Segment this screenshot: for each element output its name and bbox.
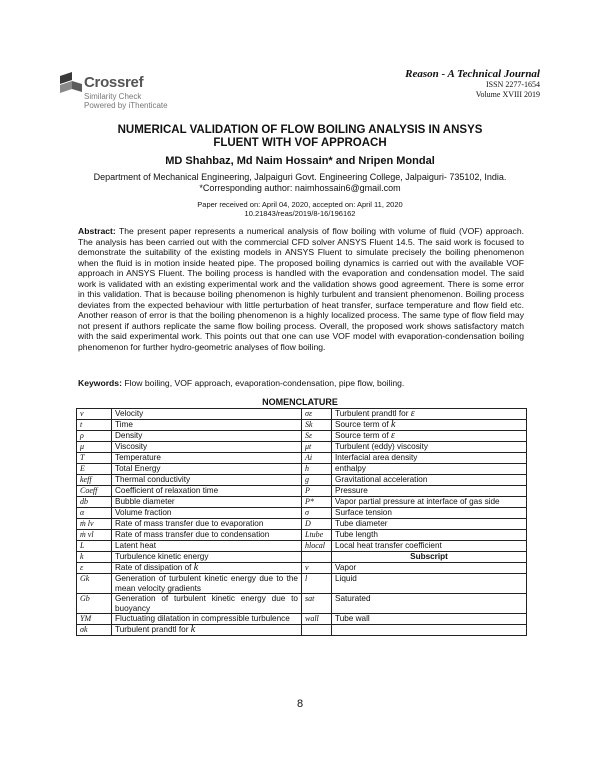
symbol-cell: sat (302, 594, 332, 614)
description-cell: Local heat transfer coefficient (332, 541, 527, 552)
description-cell: Vapor partial pressure at interface of gas side (332, 497, 527, 508)
table-row (77, 594, 527, 614)
symbol-cell: P* (302, 497, 332, 508)
journal-issn: ISSN 2277-1654 (485, 80, 540, 89)
symbol-cell: D (302, 519, 332, 530)
symbol-cell: keff (77, 475, 112, 486)
table-row (77, 563, 527, 574)
logo-word: Crossref (84, 74, 144, 91)
description-cell: Density (112, 431, 302, 442)
description-cell: Saturated (332, 594, 527, 614)
description-cell: Tube diameter (332, 519, 527, 530)
symbol-cell: σ (302, 508, 332, 519)
logo-subtitle: Similarity Check Powered by iThenticate (84, 92, 168, 110)
abstract-label: Abstract: (78, 226, 116, 236)
keywords-label: Keywords: (78, 378, 122, 388)
symbol-cell: t (77, 420, 112, 431)
symbol-cell: Gk (77, 574, 112, 594)
description-cell: Latent heat (112, 541, 302, 552)
keywords-text: Flow boiling, VOF approach, evaporation-condensation, pipe flow, boiling. (121, 378, 405, 388)
paper-authors: MD Shahbaz, Md Naim Hossain* and Nripen Mondal (165, 155, 435, 167)
description-cell: Vapor (332, 563, 527, 574)
abstract (78, 226, 524, 352)
table-row (77, 614, 527, 625)
table-row (77, 486, 527, 497)
table-row (77, 409, 527, 420)
crossref-logo (60, 70, 180, 110)
table-row (77, 508, 527, 519)
corresponding-author: *Corresponding author: naimhossain6@gmail.com (199, 183, 401, 193)
description-cell (332, 625, 527, 636)
table-row (77, 464, 527, 475)
received-info: Paper received on: April 04, 2020, accepted on: April 11, 2020 10.21843/reas/2019/8-16/196162 (0, 200, 600, 218)
description-cell: Total Energy (112, 464, 302, 475)
description-cell: Tube wall (332, 614, 527, 625)
description-cell: Volume fraction (112, 508, 302, 519)
description-cell: Velocity (112, 409, 302, 420)
journal-info (405, 68, 540, 100)
description-cell: Fluctuating dilatation in compressible turbulence (112, 614, 302, 625)
description-cell: Bubble diameter (112, 497, 302, 508)
table-row (77, 431, 527, 442)
symbol-cell: μt (302, 442, 332, 453)
table-row (77, 530, 527, 541)
symbol-cell: T (77, 453, 112, 464)
symbol-cell: ṁ vl (77, 530, 112, 541)
table-row (77, 574, 527, 594)
symbol-cell: Sk (302, 420, 332, 431)
description-cell: Surface tension (332, 508, 527, 519)
table-row (77, 519, 527, 530)
symbol-cell (302, 625, 332, 636)
symbol-cell: h (302, 464, 332, 475)
keywords (78, 378, 524, 389)
table-row (77, 552, 527, 563)
symbol-cell: hlocal (302, 541, 332, 552)
symbol-cell (302, 552, 332, 563)
table-row (77, 625, 527, 636)
description-cell: enthalpy (332, 464, 527, 475)
journal-volume: Volume XVIII 2019 (475, 90, 540, 99)
description-cell: Generation of turbulent kinetic energy due to the mean velocity gradients (112, 574, 302, 594)
symbol-cell: L (77, 541, 112, 552)
description-cell: Turbulence kinetic energy (112, 552, 302, 563)
table-row (77, 475, 527, 486)
symbol-cell: YM (77, 614, 112, 625)
paper-title: NUMERICAL VALIDATION OF FLOW BOILING ANALYSIS IN ANSYS FLUENT WITH VOF APPROACH (117, 124, 483, 149)
description-cell: Viscosity (112, 442, 302, 453)
description-cell: Generation of turbulent kinetic energy due to buoyancy (112, 594, 302, 614)
description-cell: Pressure (332, 486, 527, 497)
description-cell: Turbulent prandtl for ε (332, 409, 527, 420)
doi: 10.21843/reas/2019/8-16/196162 (244, 209, 356, 218)
symbol-cell: E (77, 464, 112, 475)
symbol-cell: g (302, 475, 332, 486)
symbol-cell: l (302, 574, 332, 594)
description-cell: Source term of k (332, 420, 527, 431)
description-cell: Liquid (332, 574, 527, 594)
symbol-cell: db (77, 497, 112, 508)
symbol-cell: v (302, 563, 332, 574)
nomenclature-table (76, 408, 527, 636)
description-cell: Thermal conductivity (112, 475, 302, 486)
symbol-cell: k (77, 552, 112, 563)
description-cell: Rate of mass transfer due to evaporation (112, 519, 302, 530)
journal-name: Reason - A Technical Journal (405, 68, 540, 80)
symbol-cell: v (77, 409, 112, 420)
description-cell: Time (112, 420, 302, 431)
page-number: 8 (296, 698, 304, 710)
symbol-cell: α (77, 508, 112, 519)
description-cell: Turbulent (eddy) viscosity (332, 442, 527, 453)
symbol-cell: P (302, 486, 332, 497)
description-cell: Tube length (332, 530, 527, 541)
symbol-cell: σε (302, 409, 332, 420)
description-cell: Temperature (112, 453, 302, 464)
symbol-cell: Sε (302, 431, 332, 442)
symbol-cell: Gb (77, 594, 112, 614)
symbol-cell: ρ (77, 431, 112, 442)
table-row (77, 420, 527, 431)
symbol-cell: σk (77, 625, 112, 636)
symbol-cell: ε (77, 563, 112, 574)
affiliation: Department of Mechanical Engineering, Jalpaiguri Govt. Engineering College, Jalpaiguri- 735102, India. *Corresponding author: naimhossain6@gmail.com (0, 172, 600, 194)
description-cell: Subscript (332, 552, 527, 563)
description-cell: Gravitational acceleration (332, 475, 527, 486)
table-row (77, 453, 527, 464)
symbol-cell: Ai (302, 453, 332, 464)
description-cell: Source term of ε (332, 431, 527, 442)
crossref-mark-icon (60, 72, 82, 96)
table-row (77, 497, 527, 508)
table-row (77, 541, 527, 552)
symbol-cell: Coeff (77, 486, 112, 497)
symbol-cell: μ (77, 442, 112, 453)
description-cell: Rate of dissipation of k (112, 563, 302, 574)
symbol-cell: Ltube (302, 530, 332, 541)
description-cell: Turbulent prandtl for k (112, 625, 302, 636)
table-row (77, 442, 527, 453)
abstract-text: The present paper represents a numerical analysis of flow boiling with volume of fluid (VOF) approach. The analysis has been carried out with the commercial CFD solver ANSYS Fluent 14.5. The said work is focused to demonstrate the suitability of the existing models in ANSYS Fluent to simulate precisely the boiling phenomenon when the fluid is in motion inside heated pipe. The proposed boiling dynamics is carried out with the available VOF approach in ANSYS Fluent. The boiling process is handled with the evaporation and condensation model. The said work is validated with an existing experimental work and the validation shows good agreement. There is some error in this validation. That is because boiling phenomenon is highly turbulent and transient phenomenon. Boiling process deviates from the expected behaviour with little perturbation of heat transfer, surface temperature and flow field etc. Another reason of error is that the boiling phenomenon is a highly localized process. The same type of flow field may not present if authors replicate the same flow boiling process. Overall, the proposed work shows satisfactory match with the said experimental work. This points out that one can use VOF model with evaporation-condensation boiling phenomenon for further hydro-geometric analyses of flow boiling. (78, 226, 524, 352)
description-cell: Rate of mass transfer due to condensation (112, 530, 302, 541)
symbol-cell: ṁ lv (77, 519, 112, 530)
description-cell: Interfacial area density (332, 453, 527, 464)
symbol-cell: wall (302, 614, 332, 625)
description-cell: Coefficient of relaxation time (112, 486, 302, 497)
nomenclature-title: NOMENCLATURE (262, 397, 338, 407)
